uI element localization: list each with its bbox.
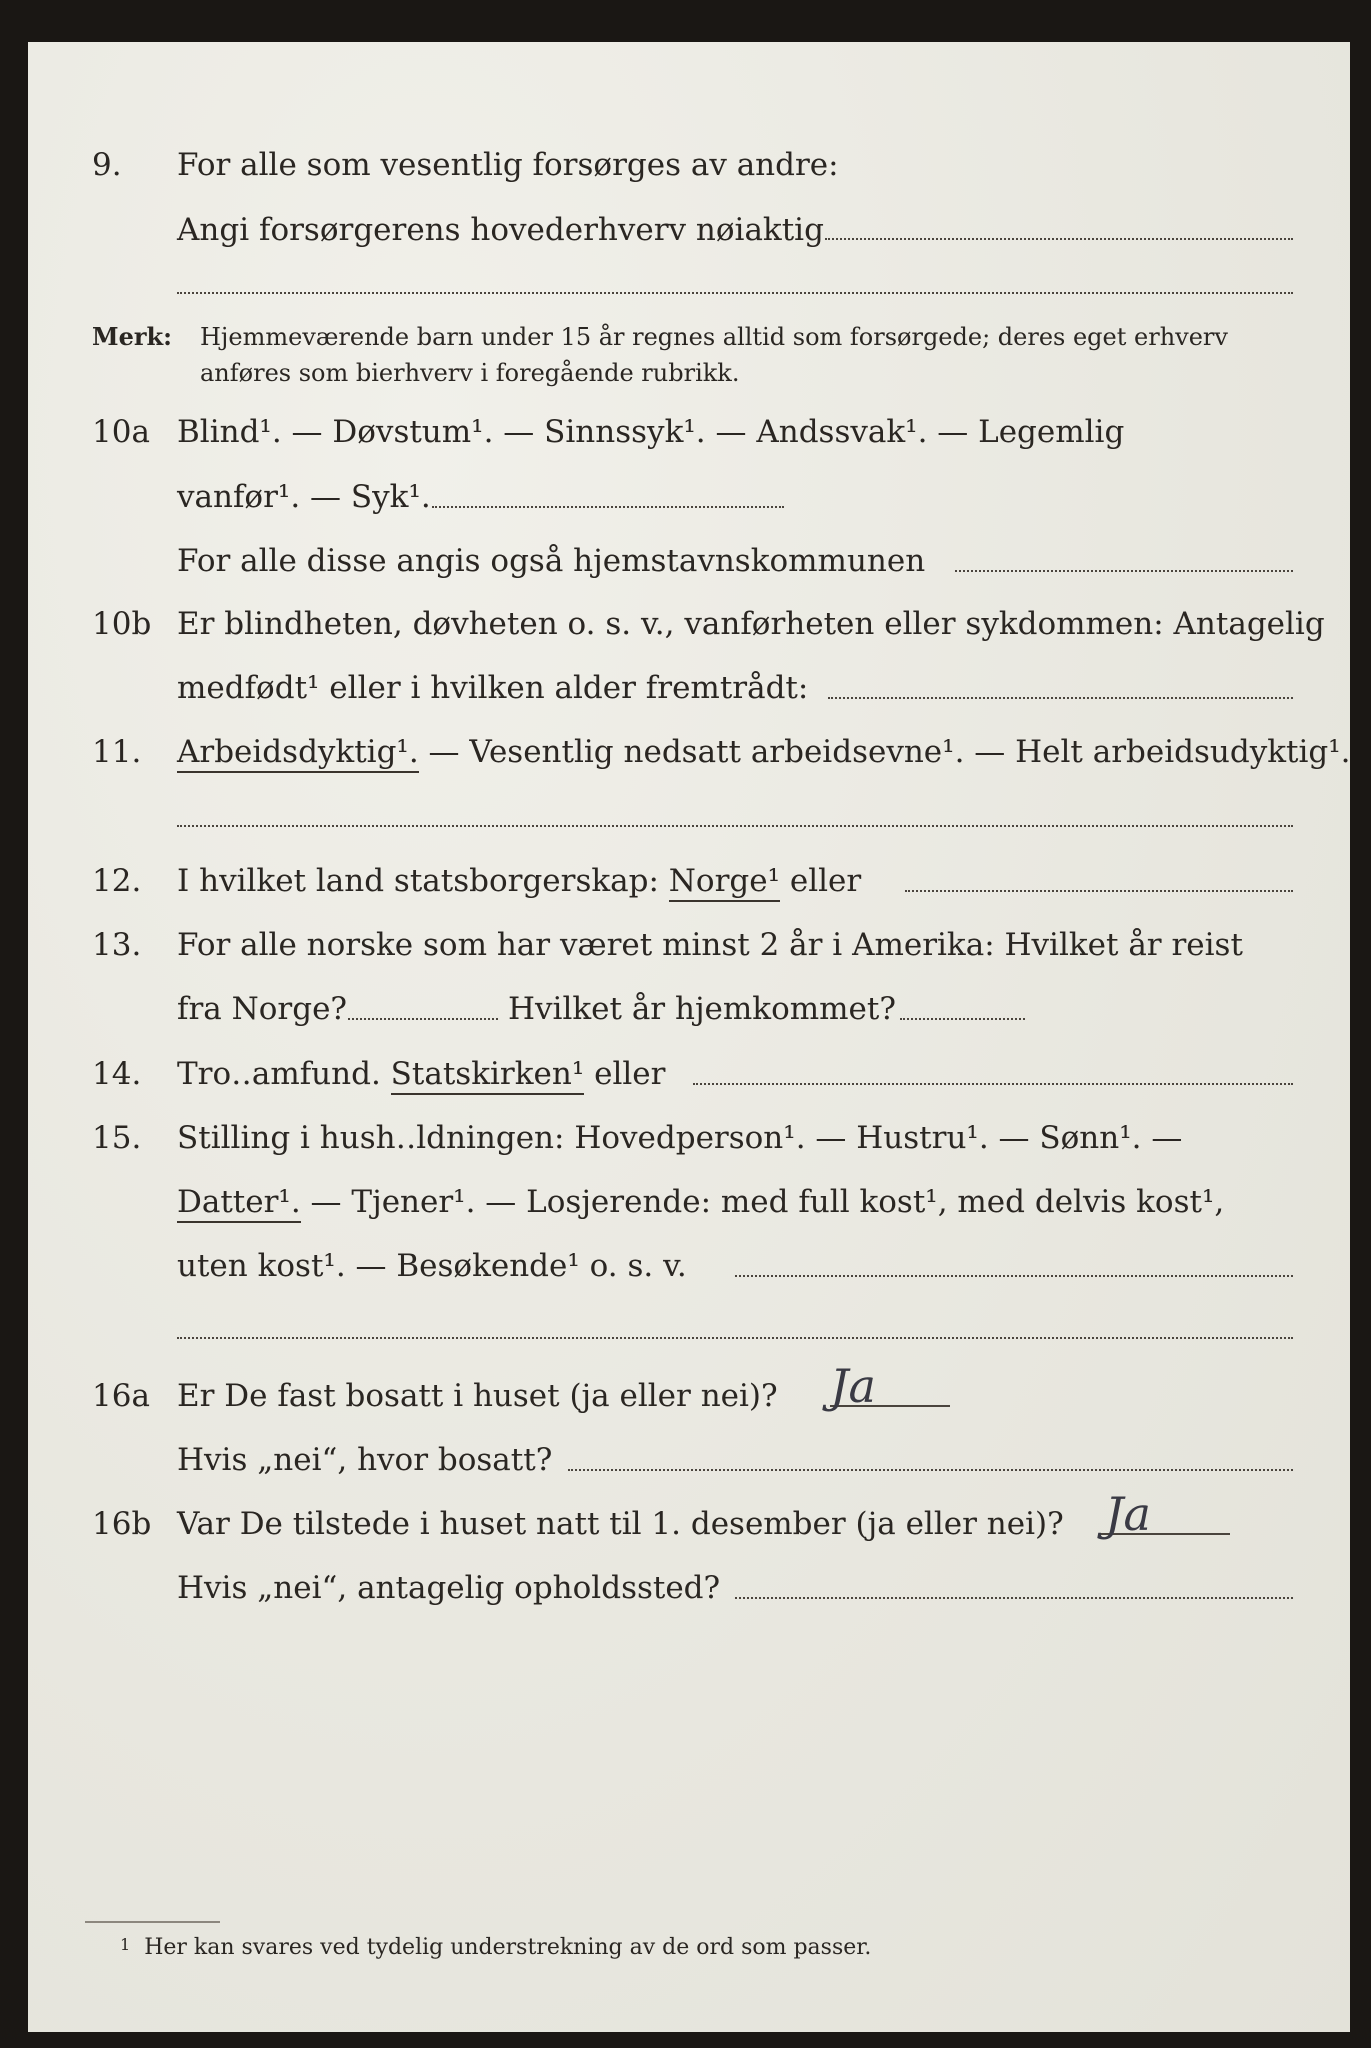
q13-reist-field[interactable]	[348, 1018, 498, 1020]
merk-line2	[0, 356, 1371, 390]
footnote-rule	[85, 1921, 220, 1923]
q9-answer-field-2[interactable]	[177, 292, 1293, 294]
q9-number: 9.	[92, 147, 122, 183]
merk-label: Merk:	[92, 322, 172, 351]
q16a-text2: Hvis „nei“, hvor bosatt?	[177, 1442, 553, 1478]
q10a-text1: Blind¹. — Døvstum¹. — Sinnssyk¹. — Andssvak¹. — Legemlig	[177, 414, 1125, 450]
q15-line3	[0, 1236, 1371, 1296]
q9-line2	[0, 200, 1371, 260]
q10b-number: 10b	[92, 606, 152, 642]
q12-underlined-option: Norge¹	[669, 863, 780, 902]
q16a-number: 16a	[92, 1378, 150, 1414]
q9-text2: Angi forsørgerens hovederhverv nøiaktig	[177, 212, 824, 248]
q14-text	[177, 1044, 665, 1104]
q11-text	[177, 722, 1351, 782]
q11-line	[0, 722, 1371, 782]
q10b-line1	[0, 594, 1371, 654]
q10a-kommune-field[interactable]	[955, 570, 1293, 572]
q9-answer-field[interactable]	[825, 238, 1293, 240]
q13-line1	[0, 915, 1371, 975]
q15-underlined-option: Datter¹.	[177, 1184, 301, 1223]
q14-line	[0, 1044, 1371, 1104]
q12-pre: I hvilket land statsborgerskap:	[177, 863, 669, 899]
footnote-mark: 1	[120, 1935, 131, 1954]
q15-number: 15.	[92, 1120, 142, 1156]
merk-line1	[0, 320, 1371, 354]
q11-rest: — Vesentlig nedsatt arbeidsevne¹. — Helt arbeidsudyktig¹.	[418, 734, 1351, 770]
q16b-text2: Hvis „nei“, antagelig opholdssted?	[177, 1570, 721, 1606]
q10a-text3: For alle disse angis også hjemstavnskommunen	[177, 543, 926, 579]
q14-underlined-option: Statskirken¹	[391, 1056, 585, 1095]
q11-underlined-option: Arbeidsdyktig¹.	[177, 734, 419, 773]
q16b-text1: Var De tilstede i huset natt til 1. desember (ja eller nei)?	[177, 1506, 1064, 1542]
q16b-line1	[0, 1494, 1371, 1554]
q11-number: 11.	[92, 734, 142, 770]
q9-line1	[0, 135, 1371, 195]
q14-pre: Tro‥amfund.	[177, 1056, 391, 1092]
q15-text3: uten kost¹. — Besøkende¹ o. s. v.	[177, 1248, 687, 1284]
q14-number: 14.	[92, 1056, 142, 1092]
q13-line2	[0, 979, 1371, 1039]
q9-text1: For alle som vesentlig forsørges av andre:	[177, 147, 839, 183]
q15-line1	[0, 1108, 1371, 1168]
q16a-line2	[0, 1430, 1371, 1490]
q16a-line1	[0, 1366, 1371, 1426]
q15-text2	[177, 1172, 1224, 1232]
q16a-handwritten-answer[interactable]: Ja	[830, 1359, 876, 1413]
q10b-text2: medfødt¹ eller i hvilken alder fremtrådt:	[177, 670, 809, 706]
footnote	[120, 1935, 871, 1960]
q10b-line2	[0, 658, 1371, 718]
q12-text	[177, 851, 861, 911]
q10a-text2: vanfør¹. — Syk¹.	[177, 479, 431, 515]
q12-post: eller	[780, 863, 862, 899]
q16a-text1: Er De fast bosatt i huset (ja eller nei)?	[177, 1378, 778, 1414]
merk-text2: anføres som bierhverv i foregående rubrikk.	[200, 359, 740, 387]
q15-answer-field-2[interactable]	[177, 1337, 1293, 1339]
q11-answer-field[interactable]	[177, 825, 1293, 827]
q10a-line1	[0, 402, 1371, 462]
q16b-number: 16b	[92, 1506, 152, 1542]
q13-text2a: fra Norge?	[177, 991, 348, 1027]
merk-text1: Hjemmeværende barn under 15 år regnes alltid som forsørgede; deres eget erhverv	[200, 323, 1228, 351]
q10b-text1: Er blindheten, døvheten o. s. v., vanførheten eller sykdommen: Antagelig	[177, 606, 1325, 642]
footnote-text: Her kan svares ved tydelig understrekning av de ord som passer.	[144, 1935, 872, 1960]
q16b-handwritten-answer[interactable]: Ja	[1105, 1487, 1151, 1541]
q13-text1: For alle norske som har været minst 2 år i Amerika: Hvilket år reist	[177, 927, 1243, 963]
q16a-bosatt-field[interactable]	[568, 1469, 1293, 1471]
q14-answer-field[interactable]	[693, 1083, 1293, 1085]
q13-number: 13.	[92, 927, 142, 963]
q12-answer-field[interactable]	[905, 890, 1293, 892]
q15-text1: Stilling i hush‥ldningen: Hovedperson¹. — Hustru¹. — Sønn¹. —	[177, 1120, 1183, 1156]
q15-answer-field[interactable]	[735, 1275, 1293, 1277]
q10a-syk-field[interactable]	[432, 506, 784, 508]
q13-hjemkommet-field[interactable]	[900, 1018, 1025, 1020]
q14-post: eller	[584, 1056, 666, 1092]
q10a-line2	[0, 467, 1371, 527]
q16b-opholdssted-field[interactable]	[735, 1597, 1293, 1599]
q16b-line2	[0, 1558, 1371, 1618]
q13-text2b: Hvilket år hjemkommet?	[508, 991, 896, 1027]
q12-number: 12.	[92, 863, 142, 899]
q10a-number: 10a	[92, 414, 150, 450]
q15-text2-rest: — Tjener¹. — Losjerende: med full kost¹, med delvis kost¹,	[300, 1184, 1225, 1220]
q10b-answer-field[interactable]	[828, 697, 1293, 699]
q12-line	[0, 851, 1371, 911]
q15-line2	[0, 1172, 1371, 1232]
q10a-line3	[0, 531, 1371, 591]
